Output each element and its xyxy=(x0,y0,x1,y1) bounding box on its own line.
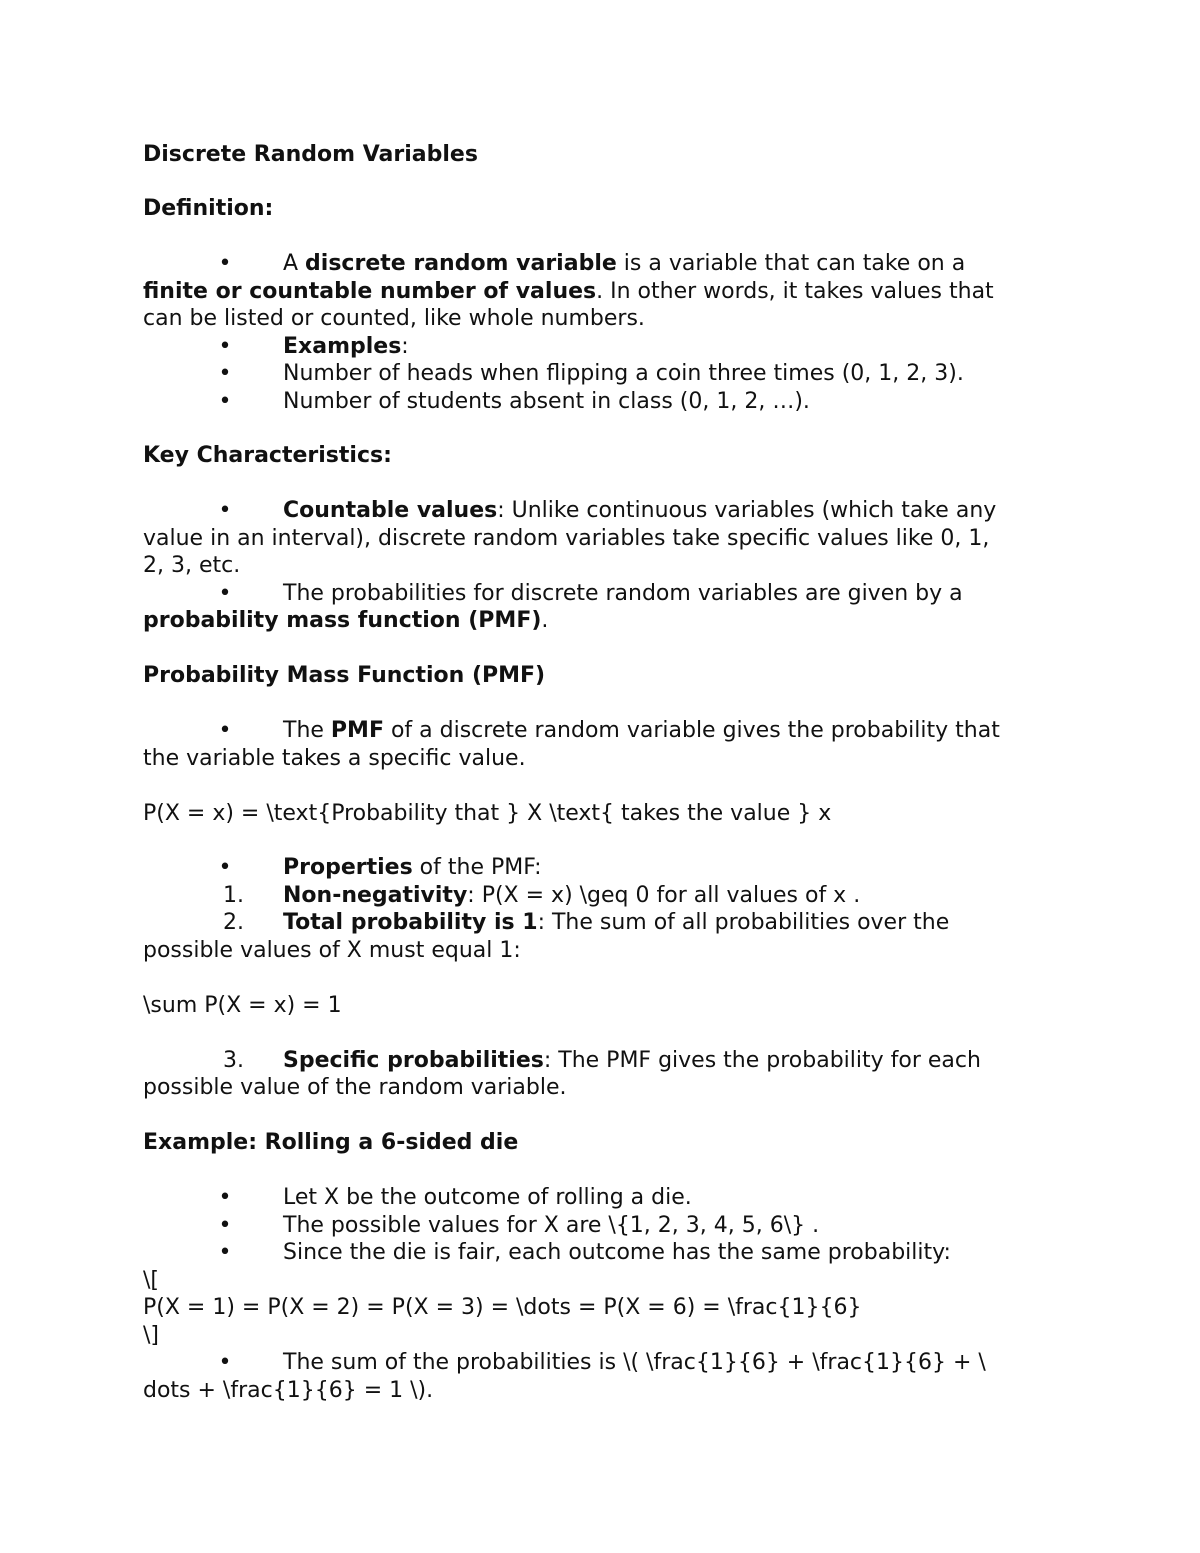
definition-line-3: can be listed or counted, like whole numbers. xyxy=(143,306,645,331)
list-number: 1. xyxy=(223,883,244,908)
bullet-marker: • xyxy=(218,581,232,606)
countable-values-line-3: 2, 3, etc. xyxy=(143,553,241,578)
property-total-probability: 2. Total probability is 1: The sum of all probabilities over the xyxy=(223,910,950,935)
die-item-fair: • Since the die is fair, each outcome has the same probability: xyxy=(283,1239,951,1267)
bullet-marker: • xyxy=(218,389,232,414)
definition-bullet: • A discrete random variable is a variable that can take on a xyxy=(283,250,965,278)
property-specific-probabilities: 3. Specific probabilities: The PMF gives the probability for each xyxy=(223,1048,981,1073)
property-non-negativity: 1. Non-negativity: P(X = x) \geq 0 for all values of x . xyxy=(223,883,861,908)
die-item-values: • The possible values for X are \{1, 2, 3, 4, 5, 6\} . xyxy=(283,1212,819,1240)
property-specific-probabilities-line-2: possible value of the random variable. xyxy=(143,1075,567,1100)
pmf-formula: P(X = x) = \text{Probability that } X \text{ takes the value } x xyxy=(143,801,832,826)
examples-bullet: • Examples: xyxy=(283,333,409,361)
pmf-given-line-2: probability mass function (PMF). xyxy=(143,608,549,633)
bullet-marker: • xyxy=(218,361,232,386)
key-characteristics-heading: Key Characteristics: xyxy=(143,443,392,468)
display-math-close: \] xyxy=(143,1323,159,1348)
countable-values-bullet: • Countable values: Unlike continuous variables (which take any xyxy=(283,497,996,525)
pmf-definition-bullet: • The PMF of a discrete random variable gives the probability that xyxy=(283,717,1000,745)
bullet-marker: • xyxy=(218,498,232,523)
list-number: 2. xyxy=(223,910,244,935)
die-item-outcome: • Let X be the outcome of rolling a die. xyxy=(283,1184,692,1212)
bullet-marker: • xyxy=(218,855,232,880)
die-sum-bullet: • The sum of the probabilities is \( \frac{1}{6} + \frac{1}{6} + \ xyxy=(283,1349,986,1377)
definition-line-2: finite or countable number of values. In other words, it takes values that xyxy=(143,279,994,304)
die-example-heading: Example: Rolling a 6-sided die xyxy=(143,1130,519,1155)
countable-values-line-2: value in an interval), discrete random variables take specific values like 0, 1, xyxy=(143,526,990,551)
example-item-coin: • Number of heads when flipping a coin three times (0, 1, 2, 3). xyxy=(283,360,964,388)
bullet-marker: • xyxy=(218,1240,232,1265)
die-sum-line-2: dots + \frac{1}{6} = 1 \). xyxy=(143,1378,434,1403)
example-item-students: • Number of students absent in class (0, 1, 2, …). xyxy=(283,388,810,416)
document-title: Discrete Random Variables xyxy=(143,142,478,167)
definition-heading: Definition: xyxy=(143,196,274,221)
display-math-open: \[ xyxy=(143,1268,159,1293)
properties-bullet: • Properties of the PMF: xyxy=(283,854,542,882)
pmf-heading: Probability Mass Function (PMF) xyxy=(143,663,546,688)
list-number: 3. xyxy=(223,1048,244,1073)
bullet-marker: • xyxy=(218,334,232,359)
pmf-given-bullet: • The probabilities for discrete random variables are given by a xyxy=(283,580,963,608)
bullet-marker: • xyxy=(218,1350,232,1375)
bullet-marker: • xyxy=(218,1185,232,1210)
bullet-marker: • xyxy=(218,1213,232,1238)
property-total-probability-line-2: possible values of X must equal 1: xyxy=(143,938,521,963)
pmf-definition-line-2: the variable takes a specific value. xyxy=(143,746,526,771)
bullet-marker: • xyxy=(218,251,232,276)
die-probability-formula: P(X = 1) = P(X = 2) = P(X = 3) = \dots = P(X = 6) = \frac{1}{6} xyxy=(143,1295,862,1320)
bullet-marker: • xyxy=(218,718,232,743)
sum-formula: \sum P(X = x) = 1 xyxy=(143,993,342,1018)
